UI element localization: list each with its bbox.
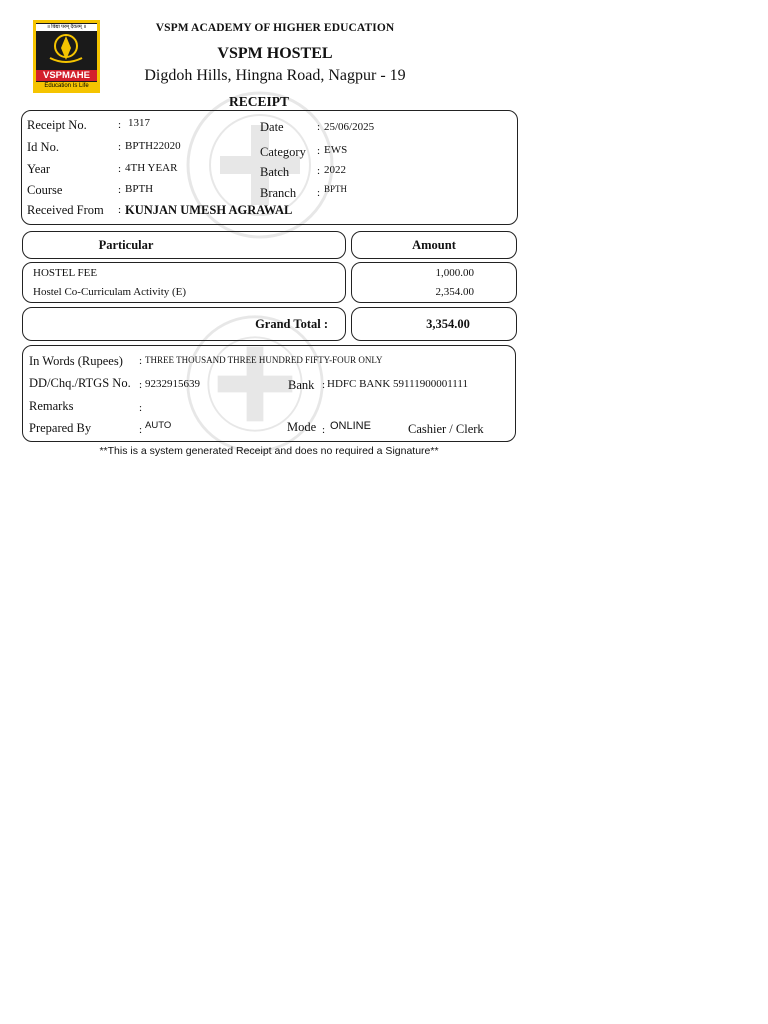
bank-value: HDFC BANK 59111900001111	[327, 378, 468, 390]
colon: :	[317, 165, 321, 177]
logo-motto: ॥ विद्या परम् दैवतम् ॥	[36, 24, 97, 31]
institution-logo	[33, 20, 100, 93]
fee-particular: Hostel Co-Curriculam Activity (E)	[33, 286, 187, 298]
colon: :	[317, 145, 321, 157]
receipt-title: RECEIPT	[228, 94, 289, 109]
grand-total-value: 3,354.00	[426, 317, 470, 331]
grand-total-label-box	[22, 307, 346, 341]
hostel-name: VSPM HOSTEL	[217, 45, 333, 62]
batch-value: 2022	[324, 164, 346, 176]
colon: :	[139, 379, 143, 391]
colon: :	[317, 121, 321, 133]
fee-particular: HOSTEL FEE	[33, 267, 98, 279]
fee-amount: 2,354.00	[435, 286, 474, 298]
logo-brand: VSPMAHE	[36, 70, 97, 81]
remarks-label: Remarks	[29, 399, 74, 413]
colon: :	[139, 402, 143, 414]
mode-value: ONLINE	[330, 420, 371, 432]
receipt-no-label: Receipt No.	[27, 118, 87, 132]
colon: :	[118, 119, 122, 131]
colon: :	[322, 424, 326, 436]
particular-header	[22, 231, 346, 259]
hostel-address: Digdoh Hills, Hingna Road, Nagpur - 19	[144, 67, 406, 84]
prepared-by-label: Prepared By	[29, 421, 92, 435]
branch-value: BPTH	[324, 184, 348, 194]
amount-header	[351, 231, 517, 259]
branch-label: Branch	[260, 186, 297, 200]
amount-header-text: Amount	[412, 238, 456, 252]
colon: :	[118, 163, 122, 175]
particular-header-text: Particular	[98, 238, 154, 252]
colon: :	[118, 204, 122, 216]
in-words-value: THREE THOUSAND THREE HUNDRED FIFTY-FOUR ONLY	[145, 355, 383, 365]
pen-emblem-icon	[36, 32, 97, 68]
colon: :	[139, 355, 143, 367]
colon: :	[139, 424, 143, 436]
received-from-label: Received From	[27, 203, 104, 217]
id-no-label: Id No.	[27, 140, 59, 154]
bank-label: Bank	[288, 378, 315, 392]
dd-label: DD/Chq./RTGS No.	[29, 376, 131, 390]
colon: :	[118, 141, 122, 153]
colon: :	[322, 379, 326, 391]
grand-total-amount-box	[351, 307, 517, 341]
category-value: EWS	[324, 144, 348, 156]
cashier-label: Cashier / Clerk	[408, 422, 484, 436]
course-value: BPTH	[125, 183, 154, 195]
logo-tagline: Education Is Life	[36, 82, 97, 90]
category-label: Category	[260, 145, 306, 159]
date-value: 25/06/2025	[324, 121, 375, 133]
prepared-by-value: AUTO	[145, 420, 172, 431]
id-no-value: BPTH22020	[125, 140, 181, 152]
colon: :	[317, 187, 321, 199]
batch-label: Batch	[260, 165, 290, 179]
receipt-no-value: 1317	[128, 117, 150, 129]
grand-total-label: Grand Total :	[255, 317, 328, 331]
mode-label: Mode	[287, 420, 317, 434]
dd-value: 9232915639	[145, 378, 200, 390]
date-label: Date	[260, 120, 284, 134]
in-words-label: In Words (Rupees)	[29, 354, 123, 368]
year-value: 4TH YEAR	[125, 162, 178, 174]
colon: :	[118, 184, 122, 196]
year-label: Year	[27, 162, 51, 176]
academy-name: VSPM ACADEMY OF HIGHER EDUCATION	[155, 22, 395, 34]
fee-amount: 1,000.00	[435, 267, 474, 279]
course-label: Course	[27, 183, 63, 197]
system-generated-note: **This is a system generated Receipt and does no required a Signature**	[99, 445, 439, 457]
received-from-value: KUNJAN UMESH AGRAWAL	[125, 203, 293, 217]
